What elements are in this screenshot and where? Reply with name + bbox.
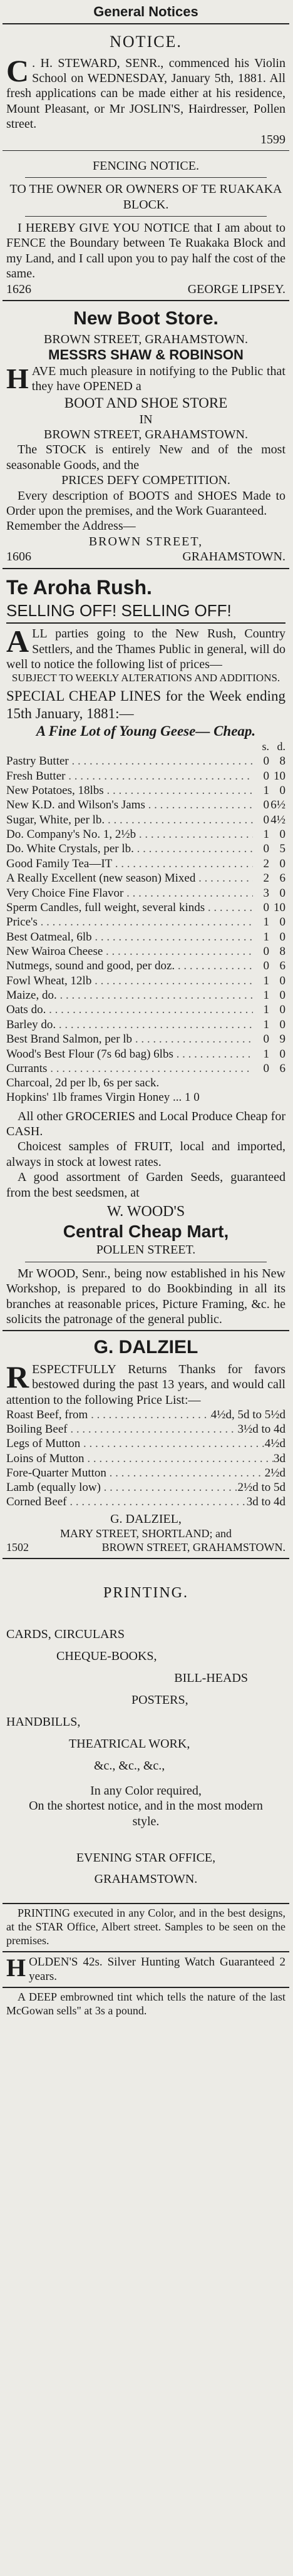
rush-mart: Central Cheap Mart, bbox=[63, 1222, 229, 1242]
fencing-to: TO THE OWNER OR OWNERS OF TE RUAKAKA BLOCK. bbox=[9, 182, 282, 212]
item-pence: 0 bbox=[279, 784, 285, 798]
dalziel-signature: G. DALZIEL, bbox=[110, 1512, 182, 1527]
item-name: Currants . . . bbox=[6, 1061, 253, 1076]
item-name: Corned Beef . . . bbox=[6, 1495, 247, 1509]
item-pence: 6 bbox=[279, 1061, 285, 1075]
item-pence: 0 bbox=[279, 1018, 285, 1031]
rush-selling: SELLING OFF! SELLING OFF! bbox=[6, 601, 285, 624]
item-name: Price's . . . bbox=[6, 915, 253, 929]
price-row bbox=[6, 959, 285, 973]
item-name: Maize, do. . . . bbox=[6, 988, 253, 1002]
item-shillings: 0 bbox=[263, 755, 269, 768]
item-shillings: 0 bbox=[263, 842, 269, 856]
dalziel-price-list bbox=[6, 1408, 285, 1509]
rush-pollen: POLLEN STREET. bbox=[96, 1243, 196, 1257]
item-name: Boiling Beef . . . bbox=[6, 1422, 237, 1436]
item-name: New Potatoes, 18lbs . . . bbox=[6, 783, 253, 798]
price-row bbox=[6, 871, 285, 885]
price-row bbox=[6, 1495, 285, 1509]
price-row bbox=[6, 886, 285, 900]
item-name: New K.D. and Wilson's Jams . . . bbox=[6, 798, 253, 812]
item-shillings: 1 bbox=[263, 974, 269, 987]
tint-notice: A DEEP embrowned tint which tells the nature of the last McGowan sells" at 3s a pound. bbox=[6, 1990, 285, 2017]
item-name: Legs of Mutton . . . bbox=[6, 1436, 265, 1451]
dalziel-title: G. DALZIEL bbox=[93, 1337, 198, 1358]
item-name: Fowl Wheat, 12lb . . . bbox=[6, 974, 253, 988]
item-pence: 10 bbox=[274, 769, 285, 783]
boot-title: New Boot Store. bbox=[73, 308, 218, 329]
item-name: Roast Beef, from . . . bbox=[6, 1408, 211, 1422]
fencing-number: 1626 bbox=[6, 282, 31, 296]
holden-initial: H bbox=[6, 1953, 26, 1982]
section-header: General Notices bbox=[3, 0, 289, 24]
price-row bbox=[6, 915, 285, 929]
boot-number: 1606 bbox=[6, 550, 31, 564]
notice-number: 1599 bbox=[260, 132, 285, 147]
boot-firm: MESSRS SHAW & ROBINSON bbox=[48, 347, 244, 363]
item-pence: 6 bbox=[279, 872, 285, 885]
item-name: Do. White Crystals, per lb. . . . bbox=[6, 842, 253, 856]
boot-line2: IN bbox=[139, 412, 153, 426]
rush-wood: W. WOOD'S bbox=[106, 1203, 185, 1220]
printing-l8: In any Color required, bbox=[90, 1783, 202, 1798]
fencing-notice bbox=[3, 151, 289, 301]
item-pence: 8 bbox=[279, 755, 285, 768]
price-row bbox=[6, 754, 285, 768]
item-pence: 0 bbox=[279, 930, 285, 944]
rush-charcoal: Charcoal, 2d per lb, 6s per sack. bbox=[6, 1076, 160, 1090]
rush-p5: Mr WOOD, Senr., being now established in his New Workshop, is prepared to do Bookbinding in all its branches at reasonable prices, Picture Framing, &c. he solicits the patronage of the general public. bbox=[6, 1266, 285, 1326]
item-name: Sugar, White, per lb. . . . bbox=[6, 813, 253, 827]
price-row bbox=[6, 1032, 285, 1046]
rush-price-list bbox=[6, 754, 285, 1076]
item-shillings: 0 bbox=[263, 944, 269, 958]
price-row bbox=[6, 1002, 285, 1017]
item-price: 3d to 4d bbox=[246, 1495, 285, 1509]
printing-l5: HANDBILLS, bbox=[6, 1714, 81, 1729]
item-shillings: 2 bbox=[263, 857, 269, 870]
item-shillings: 3 bbox=[263, 886, 269, 900]
boot-store-ad bbox=[3, 301, 289, 569]
item-name: Wood's Best Flour (7s 6d bag) 6lbs . . . bbox=[6, 1047, 253, 1061]
item-shillings: 0 bbox=[263, 798, 269, 812]
printing-lines bbox=[6, 1624, 285, 1777]
item-pence: 0 bbox=[279, 915, 285, 929]
item-shillings: 0 bbox=[263, 1061, 269, 1075]
item-name: Best Oatmeal, 6lb . . . bbox=[6, 930, 253, 944]
price-row bbox=[6, 974, 285, 988]
dalziel-footer bbox=[6, 1541, 285, 1555]
item-price: 3½d to 4d bbox=[237, 1423, 285, 1436]
fencing-body: I HEREBY GIVE YOU NOTICE that I am about to FENCE the Boundary between Te Ruakaka Block and my Land, and I call upon you to pay half the cost of the same. bbox=[6, 221, 285, 281]
item-name: A Really Excellent (new season) Mixed . . . bbox=[6, 871, 253, 885]
item-price: 3d bbox=[274, 1451, 285, 1465]
item-shillings: 1 bbox=[263, 930, 269, 944]
boot-footer bbox=[6, 549, 285, 564]
price-row bbox=[6, 1408, 285, 1422]
item-pence: 9 bbox=[279, 1033, 285, 1046]
item-shillings: 0 bbox=[263, 900, 269, 914]
item-name: Best Brand Salmon, per lb . . . bbox=[6, 1032, 253, 1046]
rush-p3: Choicest samples of FRUIT, local and imported, always in stock at lowest rates. bbox=[6, 1140, 285, 1169]
holden-watch-notice: HOLDEN'S 42s. Silver Hunting Watch Guaranteed 2 years. bbox=[3, 1952, 289, 1988]
item-pence: 6½ bbox=[270, 798, 285, 812]
notice-initial: C bbox=[6, 53, 29, 88]
price-row bbox=[6, 1436, 285, 1451]
boot-initial: H bbox=[6, 362, 29, 394]
item-name: Nutmegs, sound and good, per doz. . . . bbox=[6, 959, 253, 973]
item-name: Do. Company's No. 1, 2½b . . . bbox=[6, 827, 253, 842]
item-pence: 0 bbox=[279, 989, 285, 1002]
dalziel-addr2: BROWN STREET, GRAHAMSTOWN. bbox=[101, 1540, 285, 1553]
boot-p3: Every description of BOOTS and SHOES Made to Order upon the premises, and the Work Guaranteed. bbox=[6, 488, 285, 518]
boot-town: GRAHAMSTOWN. bbox=[182, 550, 285, 564]
item-pence: 10 bbox=[274, 900, 285, 914]
item-name: Lamb (equally low) . . . bbox=[6, 1480, 237, 1495]
boot-street: BROWN STREET, GRAHAMSTOWN. bbox=[44, 332, 248, 346]
price-row bbox=[6, 783, 285, 798]
printing-l1: CARDS, CIRCULARS bbox=[6, 1627, 125, 1641]
price-header: s. d. bbox=[262, 740, 285, 753]
price-row bbox=[6, 930, 285, 944]
price-row bbox=[6, 798, 285, 812]
item-shillings: 0 bbox=[263, 769, 269, 783]
dalziel-initial: R bbox=[6, 1359, 29, 1394]
rush-lot: A Fine Lot of Young Geese— Cheap. bbox=[36, 723, 256, 739]
rush-p2: All other GROCERIES and Local Produce Cheap for CASH. bbox=[6, 1109, 285, 1138]
printing-l11: GRAHAMSTOWN. bbox=[94, 1872, 198, 1887]
printing-l4: POSTERS, bbox=[131, 1692, 188, 1707]
item-pence: 0 bbox=[279, 886, 285, 900]
rush-hopkins: Hopkins' 1lb frames Virgin Honey ... 1 0 bbox=[6, 1091, 200, 1105]
boot-line3: BROWN STREET, GRAHAMSTOWN. bbox=[44, 428, 248, 442]
printing-title: PRINTING. bbox=[103, 1584, 188, 1601]
price-row bbox=[6, 769, 285, 783]
price-row bbox=[6, 1466, 285, 1480]
item-price: 4½d bbox=[264, 1437, 285, 1451]
printing-ad bbox=[3, 1559, 289, 1904]
boot-remember: Remember the Address— bbox=[6, 519, 136, 533]
item-shillings: 1 bbox=[263, 784, 269, 798]
printing-l7: &c., &c., &c., bbox=[94, 1758, 165, 1773]
price-row bbox=[6, 944, 285, 959]
te-aroha-rush-ad bbox=[3, 569, 289, 1332]
item-shillings: 1 bbox=[263, 1047, 269, 1061]
boot-p1: HAVE much pleasure in notifying to the Public that they have OPENED a bbox=[6, 362, 285, 394]
fencing-signature: GEORGE LIPSEY. bbox=[187, 282, 285, 296]
item-shillings: 1 bbox=[263, 1018, 269, 1031]
item-pence: 8 bbox=[279, 944, 285, 958]
notice-body: C . H. STEWARD, SENR., commenced his Violin School on WEDNESDAY, January 5th, 1881. All fresh applications can be made either at his residence, Mount Pleasant, or Mr JOSLIN'S, Hairdresser, Pollen street. bbox=[6, 53, 285, 131]
dalziel-p1: RESPECTFULLY Returns Thanks for favors bestowed during the past 13 years, and would call attention to the following Price List:— bbox=[6, 1359, 285, 1407]
item-name: New Wairoa Cheese . . . bbox=[6, 944, 253, 959]
item-shillings: 1 bbox=[263, 1003, 269, 1017]
price-row bbox=[6, 1422, 285, 1436]
boot-p2: The STOCK is entirely New and of the most seasonable Goods, and the bbox=[6, 443, 285, 472]
price-row bbox=[6, 988, 285, 1002]
item-pence: 5 bbox=[279, 842, 285, 856]
newspaper-column bbox=[3, 0, 289, 2021]
price-row bbox=[6, 1047, 285, 1061]
item-name: Oats do. . . . bbox=[6, 1002, 253, 1017]
violin-notice bbox=[3, 24, 289, 151]
item-pence: 6 bbox=[279, 959, 285, 973]
rush-subject: SUBJECT TO WEEKLY ALTERATIONS AND ADDITIONS. bbox=[11, 672, 280, 684]
boot-line1: BOOT AND SHOE STORE bbox=[64, 394, 228, 411]
price-row bbox=[6, 1480, 285, 1495]
item-shillings: 0 bbox=[263, 813, 269, 827]
item-name: Fresh Butter . . . bbox=[6, 769, 253, 783]
price-row bbox=[6, 1451, 285, 1466]
item-shillings: 0 bbox=[263, 959, 269, 973]
price-row bbox=[6, 900, 285, 915]
printing-l9: On the shortest notice, and in the most modern style. bbox=[29, 1799, 263, 1828]
item-pence: 0 bbox=[279, 828, 285, 842]
item-shillings: 1 bbox=[263, 828, 269, 842]
boot-address: BROWN STREET, bbox=[88, 534, 203, 549]
item-name: Sperm Candles, full weight, several kinds . . . bbox=[6, 900, 253, 915]
item-shillings: 0 bbox=[263, 1033, 269, 1046]
notice-title: NOTICE. bbox=[110, 32, 182, 51]
item-shillings: 1 bbox=[263, 989, 269, 1002]
price-row bbox=[6, 827, 285, 842]
item-pence: 0 bbox=[279, 974, 285, 987]
item-price: 2½d to 5d bbox=[237, 1480, 285, 1494]
rush-special: SPECIAL CHEAP LINES for the Week ending 15th January, 1881:— bbox=[6, 688, 285, 722]
item-name: Good Family Tea—IT . . . bbox=[6, 857, 253, 871]
item-pence: 0 bbox=[279, 857, 285, 870]
item-name: Fore-Quarter Mutton . . . bbox=[6, 1466, 265, 1480]
rush-title: Te Aroha Rush. bbox=[6, 575, 152, 599]
printing-footer-notice: PRINTING executed in any Color, and in the best designs, at the STAR Office, Albert street. Samples to be seen on the premises. bbox=[3, 1904, 289, 1952]
dalziel-number: 1502 bbox=[6, 1540, 29, 1553]
rush-p1: ALL parties going to the New Rush, Country Settlers, and the Thames Public in general, will do well to notice the following list of prices— bbox=[6, 624, 285, 672]
printing-l10: EVENING STAR OFFICE, bbox=[76, 1850, 216, 1865]
price-row bbox=[6, 1018, 285, 1032]
dalziel-ad bbox=[3, 1331, 289, 1558]
printing-l3: BILL-HEADS bbox=[174, 1671, 248, 1685]
rush-p4: A good assortment of Garden Seeds, guaranteed from the best seedsmen, at bbox=[6, 1170, 285, 1200]
item-pence: 0 bbox=[279, 1003, 285, 1017]
fencing-title: FENCING NOTICE. bbox=[93, 158, 199, 173]
dalziel-addr1: MARY STREET, SHORTLAND; and bbox=[60, 1527, 232, 1540]
item-shillings: 2 bbox=[263, 872, 269, 885]
price-row bbox=[6, 842, 285, 856]
price-row bbox=[6, 857, 285, 871]
printing-l2: CHEQUE-BOOKS, bbox=[56, 1649, 157, 1663]
divider bbox=[25, 216, 267, 217]
item-name: Pastry Butter . . . bbox=[6, 754, 253, 768]
item-name: Barley do. . . . bbox=[6, 1018, 253, 1032]
boot-prices: PRICES DEFY COMPETITION. bbox=[61, 473, 230, 488]
price-row bbox=[6, 813, 285, 827]
fencing-footer bbox=[6, 282, 285, 297]
printing-l6: THEATRICAL WORK, bbox=[69, 1736, 190, 1751]
rush-initial: A bbox=[6, 624, 29, 659]
item-name: Loins of Mutton . . . bbox=[6, 1451, 274, 1466]
item-price: 2½d bbox=[264, 1466, 285, 1480]
item-shillings: 1 bbox=[263, 915, 269, 929]
price-row bbox=[6, 1061, 285, 1076]
divider bbox=[25, 177, 267, 178]
item-price: 4½d, 5d to 5½d bbox=[210, 1408, 285, 1422]
item-name: Very Choice Fine Flavor . . . bbox=[6, 886, 253, 900]
item-pence: 0 bbox=[279, 1047, 285, 1061]
item-pence: 4½ bbox=[270, 813, 285, 827]
